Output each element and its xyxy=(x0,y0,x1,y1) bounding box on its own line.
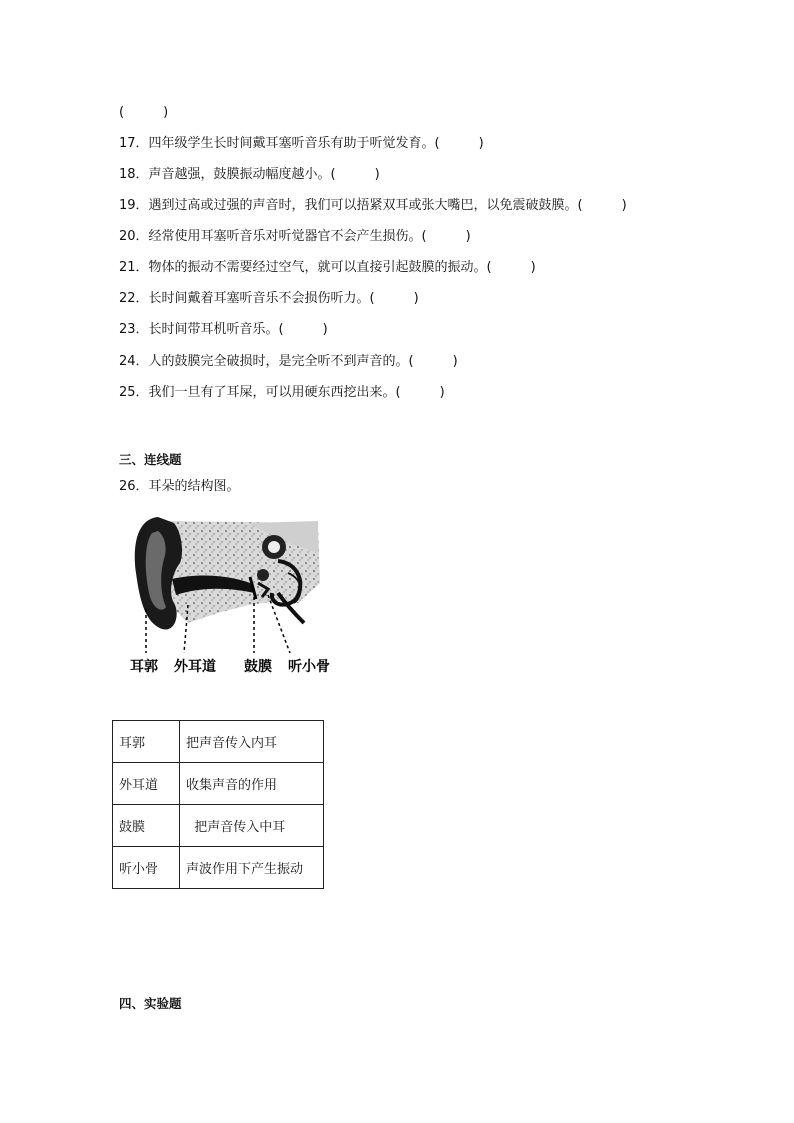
table-row xyxy=(113,763,324,805)
function-cell: 收集声音的作用 xyxy=(180,763,324,805)
question-25: 25．我们一旦有了耳屎，可以用硬东西挖出来。( ) xyxy=(119,385,445,400)
question-19: 19．遇到过高或过强的声音时，我们可以捂紧双耳或张大嘴巴，以免震破鼓膜。( ) xyxy=(119,198,627,213)
figure-label-eardrum: 鼓膜 xyxy=(244,659,272,675)
part-cell: 耳郭 xyxy=(113,721,180,763)
question-24: 24．人的鼓膜完全破损时，是完全听不到声音的。( ) xyxy=(119,354,458,369)
section-4-heading: 四、实验题 xyxy=(119,996,182,1011)
function-cell: 把声音传入中耳 xyxy=(180,805,324,847)
part-cell: 外耳道 xyxy=(113,763,180,805)
question-20: 20．经常使用耳塞听音乐对听觉器官不会产生损伤。( ) xyxy=(119,229,471,244)
question-22: 22．长时间戴着耳塞听音乐不会损伤听力。( ) xyxy=(119,291,419,306)
ear-structure-figure xyxy=(128,513,340,677)
table-row xyxy=(113,847,324,889)
question-18: 18．声音越强，鼓膜振动幅度越小。( ) xyxy=(119,167,380,182)
table-row xyxy=(113,721,324,763)
answer-bracket-16: ( ) xyxy=(119,105,169,120)
figure-label-ear-canal: 外耳道 xyxy=(174,659,216,675)
table-row xyxy=(113,805,324,847)
part-cell: 鼓膜 xyxy=(113,805,180,847)
function-cell: 声波作用下产生振动 xyxy=(180,847,324,889)
ear-diagram-image xyxy=(128,513,340,677)
section-3-heading: 三、连线题 xyxy=(119,452,182,467)
figure-label-auricle: 耳郭 xyxy=(130,659,158,675)
question-23: 23．长时间带耳机听音乐。( ) xyxy=(119,322,328,337)
function-cell: 把声音传入内耳 xyxy=(180,721,324,763)
question-26: 26．耳朵的结构图。 xyxy=(119,479,240,494)
matching-table xyxy=(112,720,324,889)
part-cell: 听小骨 xyxy=(113,847,180,889)
figure-label-ossicles: 听小骨 xyxy=(288,659,330,675)
question-17: 17．四年级学生长时间戴耳塞听音乐有助于听觉发育。( ) xyxy=(119,136,484,151)
question-21: 21．物体的振动不需要经过空气，就可以直接引起鼓膜的振动。( ) xyxy=(119,260,536,275)
